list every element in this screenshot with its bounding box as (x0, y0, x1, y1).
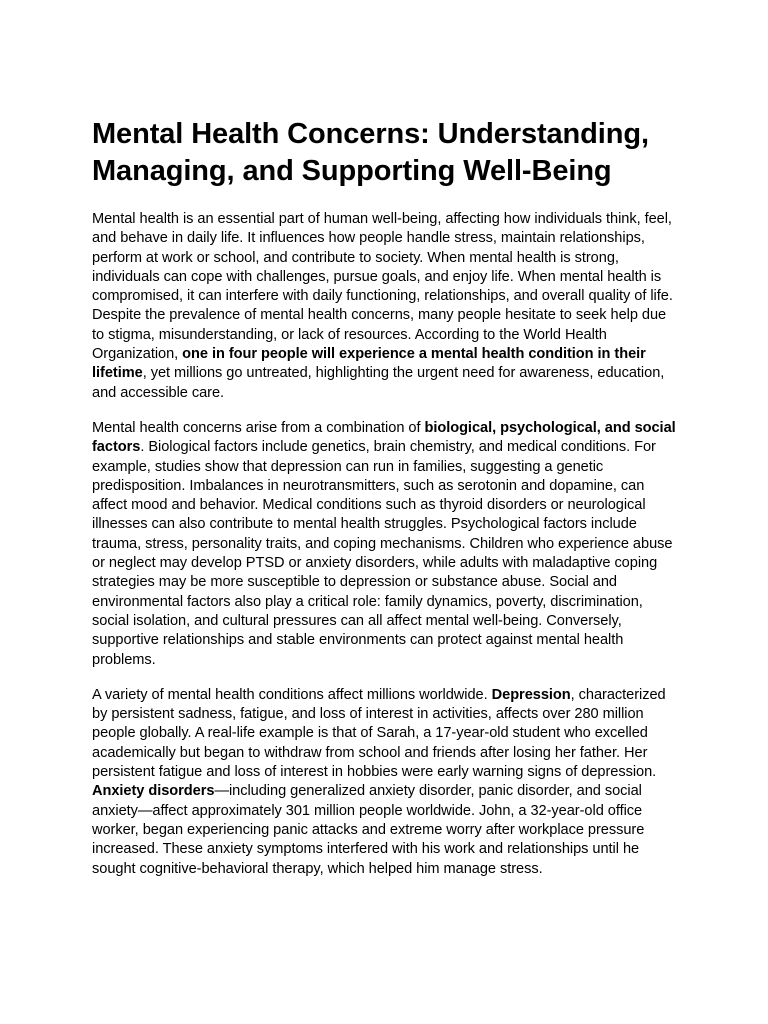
paragraph-text: —including generalized anxiety disorder, panic disorder, and social anxiety—affect approximately 301 million people worldwide. John, a 32-year-old office worker, began experiencing panic attacks and extreme worry after workplace pressure increased. These anxiety symptoms interfered with his work and relationships until he sought cognitive-behavioral therapy, which helped him manage stress. (92, 783, 645, 877)
paragraph-intro (92, 210, 676, 403)
paragraph-text: , characterized by persistent sadness, fatigue, and loss of interest in activities, affects over 280 million people globally. A real-life example is that of Sarah, a 17-year-old student who excelled academically but began to withdraw from school and friends after losing her father. Her persistent fatigue and loss of interest in hobbies were early warning signs of depression. (92, 686, 666, 781)
bold-emphasis: biological, psychological, and social factors (92, 419, 676, 456)
paragraph-text: . Biological factors include genetics, brain chemistry, and medical conditions. For example, studies show that depression can run in families, suggesting a genetic predisposition. Imbalances in neurotransmitters, such as serotonin and dopamine, can affect mood and behavior. Medical conditions such as thyroid disorders or neurological illnesses can also contribute to mental health struggles. Psychological factors include trauma, stress, personality traits, and coping mechanisms. Children who experience abuse or neglect may develop PTSD or anxiety disorders, while adults with maladaptive coping strategies may be more susceptible to depression or substance abuse. Social and environmental factors also play a critical role: family dynamics, poverty, discrimination, social isolation, and cultural pressures can all affect mental well-being. Conversely, supportive relationships and stable environments can protect against mental health problems. (92, 439, 673, 668)
bold-emphasis: Anxiety disorders (92, 783, 215, 800)
bold-emphasis: one in four people will experience a mental health condition in their lifetime (92, 346, 646, 382)
bold-emphasis: Depression (491, 686, 571, 703)
paragraph-text: , yet millions go untreated, highlighting the urgent need for awareness, education, and accessible care. (92, 365, 665, 401)
document-title: Mental Health Concerns: Understanding, Managing, and Supporting Well-Being (92, 118, 649, 187)
paragraph-text: Mental health concerns arise from a combination of (92, 419, 425, 436)
paragraph-text: A variety of mental health conditions affect millions worldwide. (92, 686, 492, 703)
paragraph-conditions (92, 686, 676, 879)
paragraph-text: Mental health is an essential part of human well-being, affecting how individuals think, feel, and behave in daily life. It influences how people handle stress, maintain relationships, perform at work or school, and contribute to society. When mental health is strong, individuals can cope with challenges, pursue goals, and enjoy life. When mental health is compromised, it can interfere with daily functioning, relationships, and overall quality of life. Despite the prevalence of mental health concerns, many people hesitate to seek help due to stigma, misunderstanding, or lack of resources. According to the World Health Organization, (92, 211, 673, 363)
paragraph-causes (92, 419, 676, 670)
